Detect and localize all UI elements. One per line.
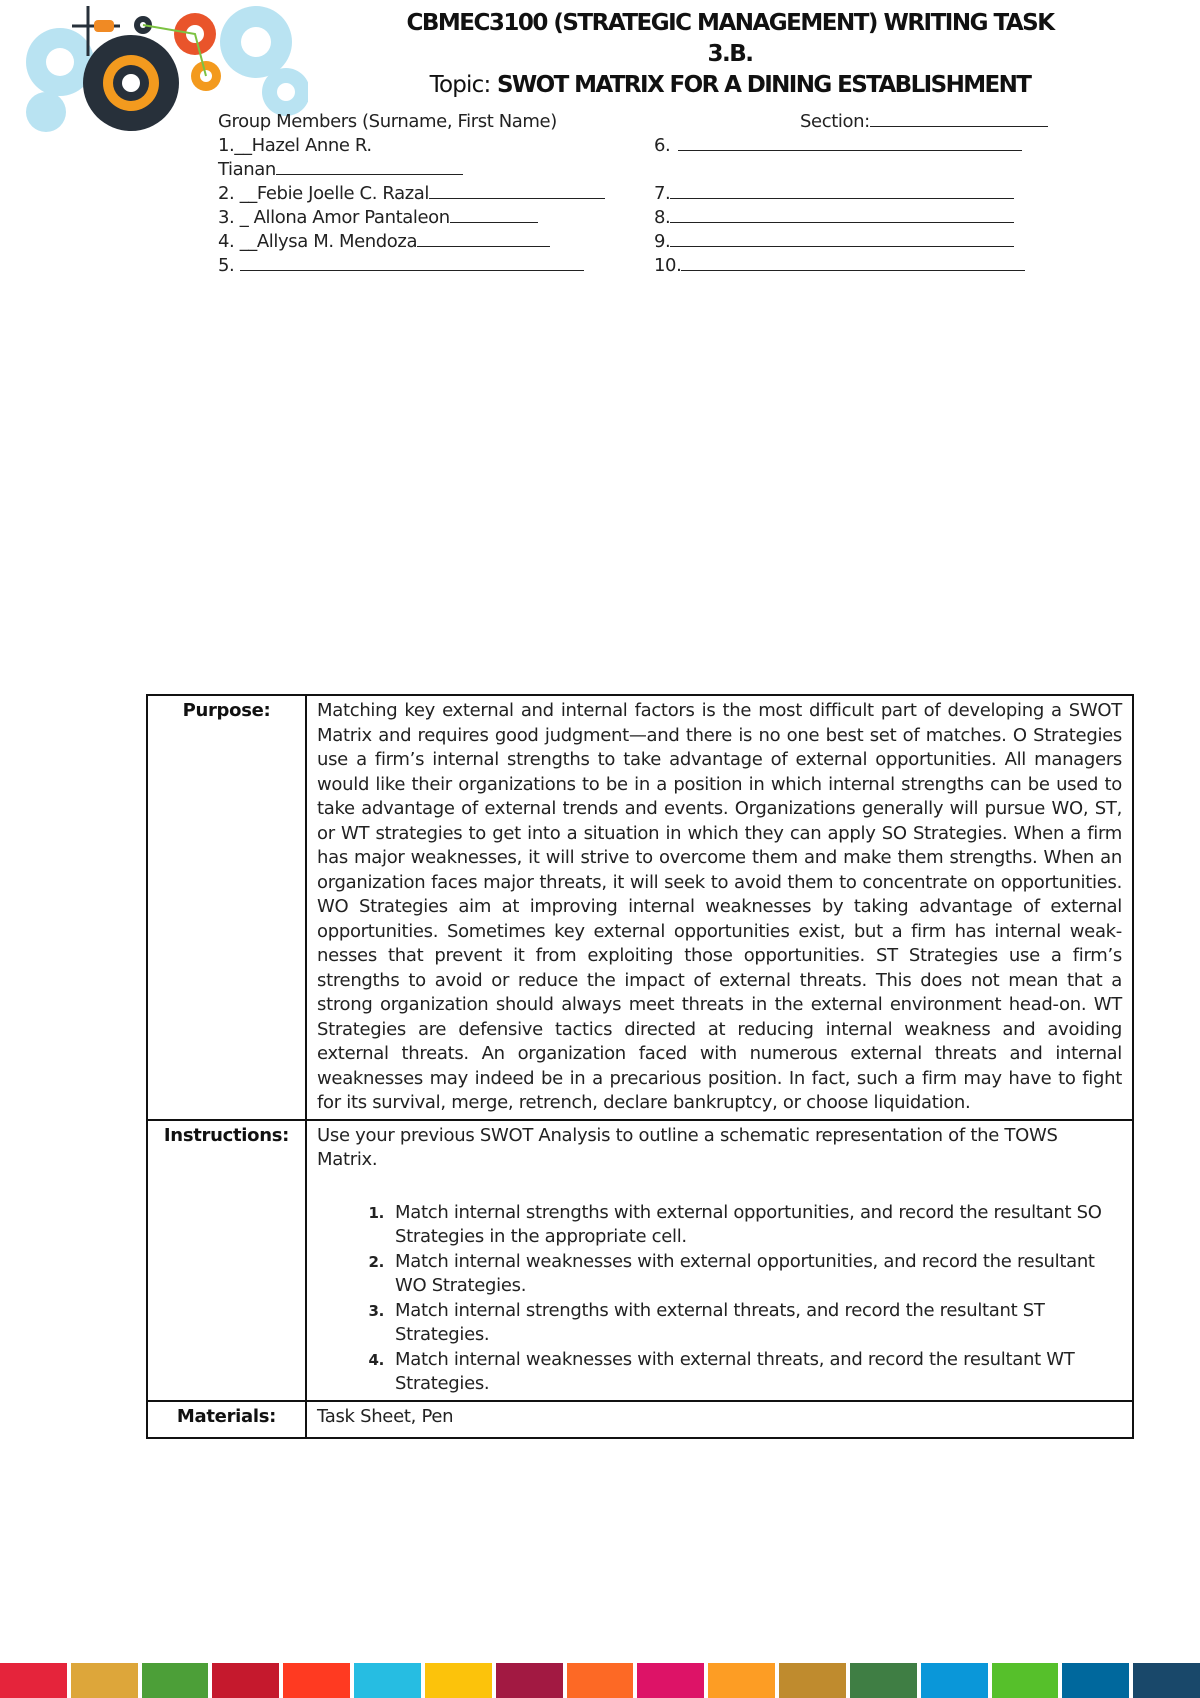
document-header xyxy=(300,8,1160,101)
instructions-row xyxy=(147,1120,1133,1401)
task-table xyxy=(146,694,1134,1439)
materials-text: Task Sheet, Pen xyxy=(306,1401,1133,1439)
task-number: 3.B. xyxy=(707,41,753,67)
member-10: 10. xyxy=(654,254,1025,278)
instruction-step: 1. Match internal strengths with external opportunities, and record the resultant SO Strategies in the appropriate cell. xyxy=(389,1201,1122,1250)
member-1: 1.__Hazel Anne R. xyxy=(218,135,372,156)
color-stripe-footer xyxy=(0,1663,1200,1698)
stripe-block-13 xyxy=(850,1663,917,1698)
stripe-block-11 xyxy=(708,1663,775,1698)
purpose-row xyxy=(147,695,1133,1120)
instruction-step: 2. Match internal weaknesses with external opportunities, and record the resultant WO Strategies. xyxy=(389,1250,1122,1299)
stripe-block-7 xyxy=(425,1663,492,1698)
stripe-block-1 xyxy=(0,1663,67,1698)
section-label: Section: xyxy=(800,111,870,132)
member-7: 7. xyxy=(654,182,1014,206)
stripe-block-17 xyxy=(1133,1663,1200,1698)
purpose-label: Purpose: xyxy=(147,695,306,1120)
member-5: 5. xyxy=(218,254,584,278)
member-9: 9. xyxy=(654,230,1014,254)
stripe-block-3 xyxy=(142,1663,209,1698)
instructions-label: Instructions: xyxy=(147,1120,306,1401)
stripe-block-2 xyxy=(71,1663,138,1698)
member-1-cont: Tianan xyxy=(218,158,463,182)
member-6: 6. xyxy=(654,134,1022,158)
stripe-block-12 xyxy=(779,1663,846,1698)
stripe-block-4 xyxy=(212,1663,279,1698)
section-field xyxy=(800,110,1048,134)
stripe-block-9 xyxy=(567,1663,634,1698)
purpose-text: Matching key external and internal factors is the most difficult part of developing a SWOT Matrix and requires good judgment—and there is no one best set of matches. O Strategies use a firm’s internal strengths to take advantage of external opportunities. All managers would like their organizations to be in a position in which internal strengths can be used to take advantage of external trends and events. Organizations generally will pursue WO, ST, or WT strategies to get into a situation in which they can apply SO Strategies. When a firm has major weaknesses, it will strive to overcome them and make them strengths. When an organization faces major threats, it will seek to avoid them to concentrate on opportunities. WO Strategies aim at improving internal weaknesses by taking advantage of external opportunities. Sometimes key external opportunities exist, but a firm has internal weak- nesses that prevent it from exploiting those opportunities. ST Strategies use a firm’s strengths to avoid or reduce the impact of external threats. This does not mean that a strong organization should always meet threats in the external environment head-on. WT Strategies are defensive tactics directed at reducing internal weakness and avoiding external threats. An organization faced with numerous external threats and internal weaknesses may indeed be in a precarious position. In fact, such a firm may have to fight for its survival, merge, retrench, declare bankruptcy, or choose liquidation. xyxy=(306,695,1133,1120)
instructions-cell xyxy=(306,1120,1133,1401)
stripe-block-15 xyxy=(992,1663,1059,1698)
member-3: 3. _ Allona Amor Pantaleon xyxy=(218,206,538,230)
member-4: 4. __Allysa M. Mendoza xyxy=(218,230,550,254)
topic-label: Topic: xyxy=(429,72,491,98)
instructions-intro: Use your previous SWOT Analysis to outline a schematic representation of the TOWS Matrix. xyxy=(317,1124,1058,1170)
materials-label: Materials: xyxy=(147,1401,306,1439)
stripe-block-16 xyxy=(1062,1663,1129,1698)
members-heading: Group Members (Surname, First Name) xyxy=(218,111,557,132)
materials-row xyxy=(147,1401,1133,1439)
instruction-step: 4. Match internal weaknesses with external threats, and record the resultant WT Strategies. xyxy=(389,1348,1122,1397)
stripe-block-14 xyxy=(921,1663,988,1698)
topic-line xyxy=(300,70,1160,101)
member-8: 8. xyxy=(654,206,1014,230)
document-title: CBMEC3100 (STRATEGIC MANAGEMENT) WRITING TASK xyxy=(406,10,1054,36)
instructions-steps xyxy=(317,1201,1122,1397)
stripe-block-10 xyxy=(637,1663,704,1698)
stripe-block-5 xyxy=(283,1663,350,1698)
instruction-step: 3. Match internal strengths with external threats, and record the resultant ST Strategies. xyxy=(389,1299,1122,1348)
member-2: 2. __Febie Joelle C. Razal xyxy=(218,182,605,206)
stripe-block-6 xyxy=(354,1663,421,1698)
topic-value: SWOT MATRIX FOR A DINING ESTABLISHMENT xyxy=(496,72,1031,98)
stripe-block-8 xyxy=(496,1663,563,1698)
